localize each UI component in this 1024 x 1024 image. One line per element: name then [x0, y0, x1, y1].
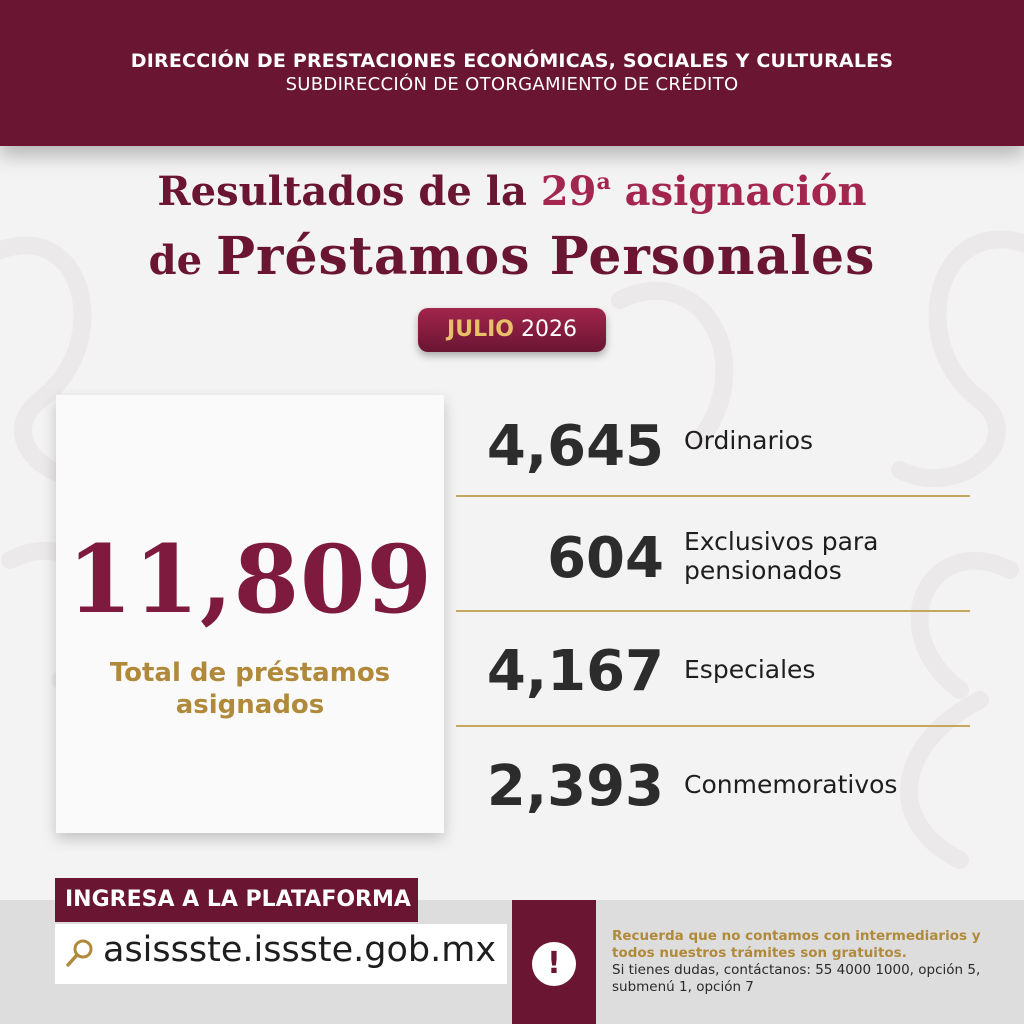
- title-ordinal: [541, 168, 867, 215]
- title-line2-main: Préstamos Personales: [215, 226, 876, 287]
- notice-warning: Recuerda que no contamos con intermediarios y todos nuestros trámites son gratuitos.: [612, 928, 981, 961]
- notice-text: [612, 928, 992, 996]
- date-year: 2026: [520, 317, 577, 342]
- platform-url: asissste.issste.gob.mx: [103, 930, 497, 970]
- alert-block: [512, 900, 596, 1024]
- divider: [456, 495, 970, 497]
- header-subdireccion: SUBDIRECCIÓN DE OTORGAMIENTO DE CRÉDITO: [285, 74, 739, 95]
- stat-label: Especiales: [684, 655, 816, 684]
- platform-cta-label: INGRESA A LA PLATAFORMA: [55, 878, 418, 922]
- stat-label: Exclusivos para pensionados: [684, 527, 879, 585]
- total-label: Total de préstamos asignados: [109, 658, 391, 720]
- stat-value: 4,167: [486, 639, 664, 704]
- title-part2: asignación: [610, 168, 867, 215]
- stat-row-especiales: [456, 615, 970, 730]
- stat-label: Conmemorativos: [684, 770, 898, 799]
- divider: [456, 610, 970, 612]
- header-direccion: DIRECCIÓN DE PRESTACIONES ECONÓMICAS, SOCIALES Y CULTURALES: [130, 50, 894, 72]
- total-card: [56, 395, 444, 833]
- date-badge: [418, 308, 606, 352]
- stat-value: 2,393: [486, 754, 664, 819]
- date-month: JULIO: [447, 317, 514, 342]
- title-line2-prefix: de: [148, 237, 216, 284]
- platform-url-link[interactable]: [55, 924, 507, 984]
- divider: [456, 725, 970, 727]
- title-line-2: [0, 226, 1024, 287]
- stat-label: Ordinarios: [684, 426, 814, 455]
- title-ordinal-sup: a: [596, 169, 611, 195]
- stat-value: 604: [547, 526, 664, 591]
- title-line-1: [0, 168, 1024, 215]
- search-icon: [65, 938, 95, 968]
- stat-row-conmemorativos: [456, 730, 970, 845]
- stat-row-ordinarios: [456, 400, 970, 515]
- stat-row-exclusivos: [456, 500, 970, 615]
- stat-value: 4,645: [486, 414, 664, 479]
- notice-contact: Si tienes dudas, contáctanos: 55 4000 1000, opción 5, submenú 1, opción 7: [612, 962, 981, 995]
- alert-icon: !: [532, 942, 576, 986]
- header-banner: [0, 0, 1024, 146]
- title-ordinal-number: 29: [540, 168, 597, 215]
- total-value: 11,809: [67, 525, 433, 635]
- title-part1: Resultados de la: [157, 168, 541, 215]
